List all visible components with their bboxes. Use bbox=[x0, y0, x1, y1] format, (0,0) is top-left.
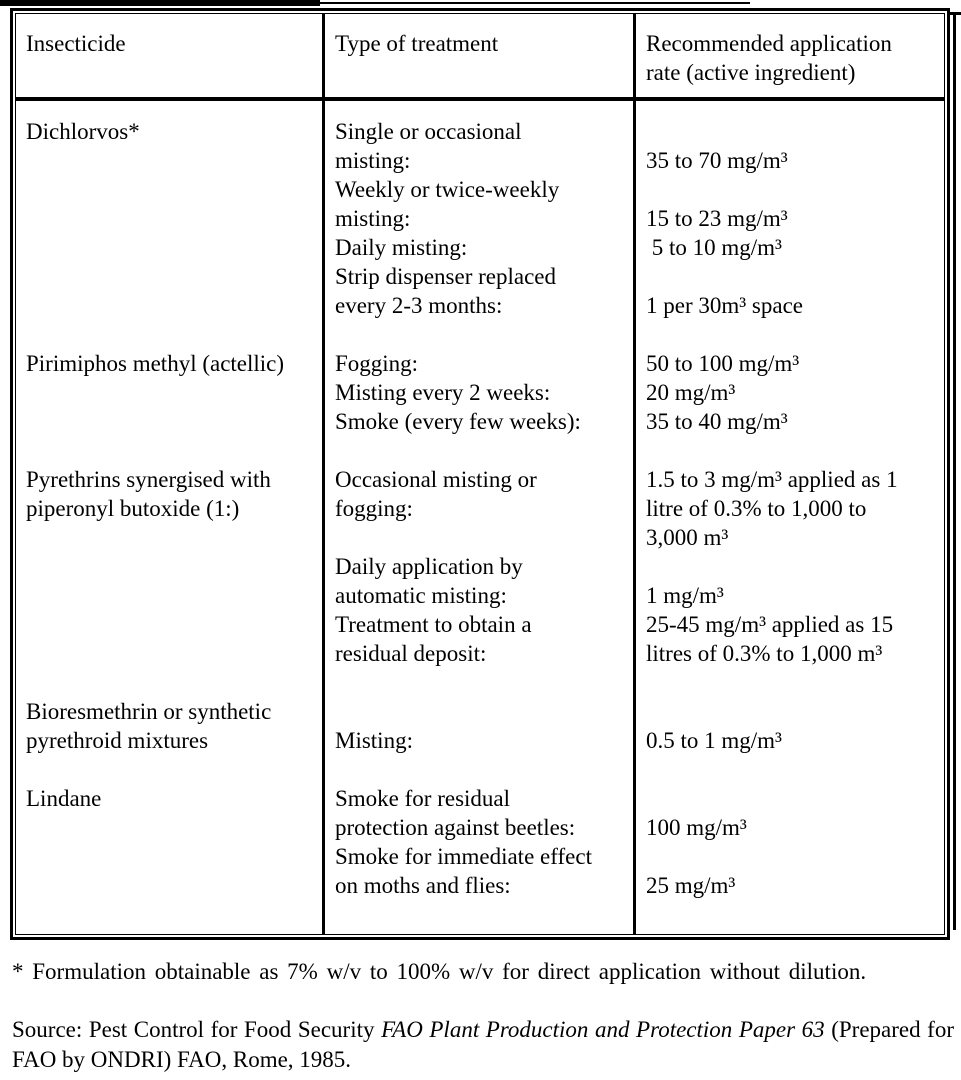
text-line bbox=[646, 552, 938, 581]
source-suffix: (Prepared for FAO by ONDRI) FAO, Rome, 1985. bbox=[12, 1017, 954, 1072]
text-line: Pirimiphos methyl (actellic) bbox=[26, 351, 285, 376]
text-line: 35 to 70 mg/m³ bbox=[646, 148, 788, 173]
scan-artifact bbox=[953, 14, 956, 930]
header-cell-type-of-treatment bbox=[322, 14, 633, 101]
text-line: Lindane bbox=[26, 786, 102, 811]
text-line: 35 to 40 mg/m³ bbox=[646, 409, 788, 434]
text-line: 25 mg/m³ bbox=[646, 873, 736, 898]
text-line: Misting every 2 weeks: bbox=[335, 380, 551, 405]
text-line: protection against beetles: bbox=[335, 815, 576, 840]
rate-cell bbox=[633, 101, 944, 320]
text-line: Pyrethrins synergised with bbox=[26, 467, 271, 492]
source-prefix: Source: Pest Control for Food Security bbox=[12, 1017, 382, 1042]
text-line: 100 mg/m³ bbox=[646, 815, 747, 840]
treatment-cell bbox=[322, 755, 633, 934]
text-line: pyrethroid mixtures bbox=[26, 728, 209, 753]
text-line: 1.5 to 3 mg/m³ applied as 1 bbox=[646, 467, 898, 492]
text-line: 15 to 23 mg/m³ bbox=[646, 206, 788, 231]
scan-artifact bbox=[320, 2, 750, 4]
text-line bbox=[646, 262, 938, 291]
text-line: 5 to 10 mg/m³ bbox=[646, 235, 782, 260]
text-line: Strip dispenser replaced bbox=[335, 264, 556, 289]
text-line: 25-45 mg/m³ applied as 15 bbox=[646, 612, 894, 637]
insecticide-table bbox=[10, 8, 950, 940]
text-line: piperonyl butoxide (1:) bbox=[26, 496, 240, 521]
insecticide-cell bbox=[16, 320, 322, 436]
text-line: Smoke for residual bbox=[335, 786, 511, 811]
header-cell-insecticide bbox=[16, 14, 322, 101]
footnote: * Formulation obtainable as 7% w/v to 100% w/v for direct application without dilution. bbox=[12, 959, 867, 984]
insecticide-cell bbox=[16, 101, 322, 320]
text-line bbox=[646, 175, 938, 204]
text-line: Bioresmethrin or synthetic bbox=[26, 699, 272, 724]
text-line: 3,000 m³ bbox=[646, 525, 729, 550]
text-line: Type of treatment bbox=[335, 31, 499, 56]
text-line: rate (active ingredient) bbox=[646, 60, 856, 85]
text-line: Daily misting: bbox=[335, 235, 468, 260]
text-line: Insecticide bbox=[26, 31, 126, 56]
text-line: 20 mg/m³ bbox=[646, 380, 736, 405]
text-line: Recommended application bbox=[646, 31, 892, 56]
text-line bbox=[646, 842, 938, 871]
text-line bbox=[335, 523, 627, 552]
text-line: 50 to 100 mg/m³ bbox=[646, 351, 800, 376]
text-line: litre of 0.3% to 1,000 to bbox=[646, 496, 867, 521]
text-line: litres of 0.3% to 1,000 m³ bbox=[646, 641, 883, 666]
text-line: Fogging: bbox=[335, 351, 419, 376]
text-line: Misting: bbox=[335, 728, 413, 753]
text-line: Treatment to obtain a bbox=[335, 612, 532, 637]
text-line bbox=[646, 697, 938, 726]
text-line: Smoke for immediate effect bbox=[335, 844, 592, 869]
text-line: on moths and flies: bbox=[335, 873, 511, 898]
text-line: automatic misting: bbox=[335, 583, 507, 608]
text-line bbox=[335, 697, 627, 726]
text-line: Single or occasional bbox=[335, 119, 522, 144]
text-line bbox=[646, 117, 938, 146]
source-citation bbox=[12, 1015, 954, 1075]
text-line: misting: bbox=[335, 206, 411, 231]
source-italic-title: FAO Plant Production and Protection Paper 63 bbox=[381, 1017, 825, 1042]
text-line bbox=[646, 784, 938, 813]
text-line: Daily application by bbox=[335, 554, 523, 579]
text-line: Smoke (every few weeks): bbox=[335, 409, 581, 434]
text-line: every 2-3 months: bbox=[335, 293, 503, 318]
rate-cell bbox=[633, 436, 944, 668]
rate-cell bbox=[633, 755, 944, 934]
rate-cell bbox=[633, 668, 944, 755]
treatment-cell bbox=[322, 320, 633, 436]
text-line: Weekly or twice-weekly bbox=[335, 177, 560, 202]
text-line: Dichlorvos* bbox=[26, 119, 140, 144]
rate-cell bbox=[633, 320, 944, 436]
text-line: 0.5 to 1 mg/m³ bbox=[646, 728, 782, 753]
scan-artifact bbox=[0, 0, 320, 6]
text-line: Occasional misting or bbox=[335, 467, 537, 492]
text-line: 1 mg/m³ bbox=[646, 583, 724, 608]
insecticide-cell bbox=[16, 436, 322, 668]
treatment-cell bbox=[322, 436, 633, 668]
text-line: 1 per 30m³ space bbox=[646, 293, 803, 318]
table-grid bbox=[16, 14, 944, 934]
table-inner-border bbox=[15, 13, 945, 935]
insecticide-cell bbox=[16, 755, 322, 934]
insecticide-cell bbox=[16, 668, 322, 755]
treatment-cell bbox=[322, 668, 633, 755]
text-line: residual deposit: bbox=[335, 641, 487, 666]
text-line: misting: bbox=[335, 148, 411, 173]
text-line: fogging: bbox=[335, 496, 413, 521]
treatment-cell bbox=[322, 101, 633, 320]
header-cell-recommended-rate bbox=[633, 14, 944, 101]
